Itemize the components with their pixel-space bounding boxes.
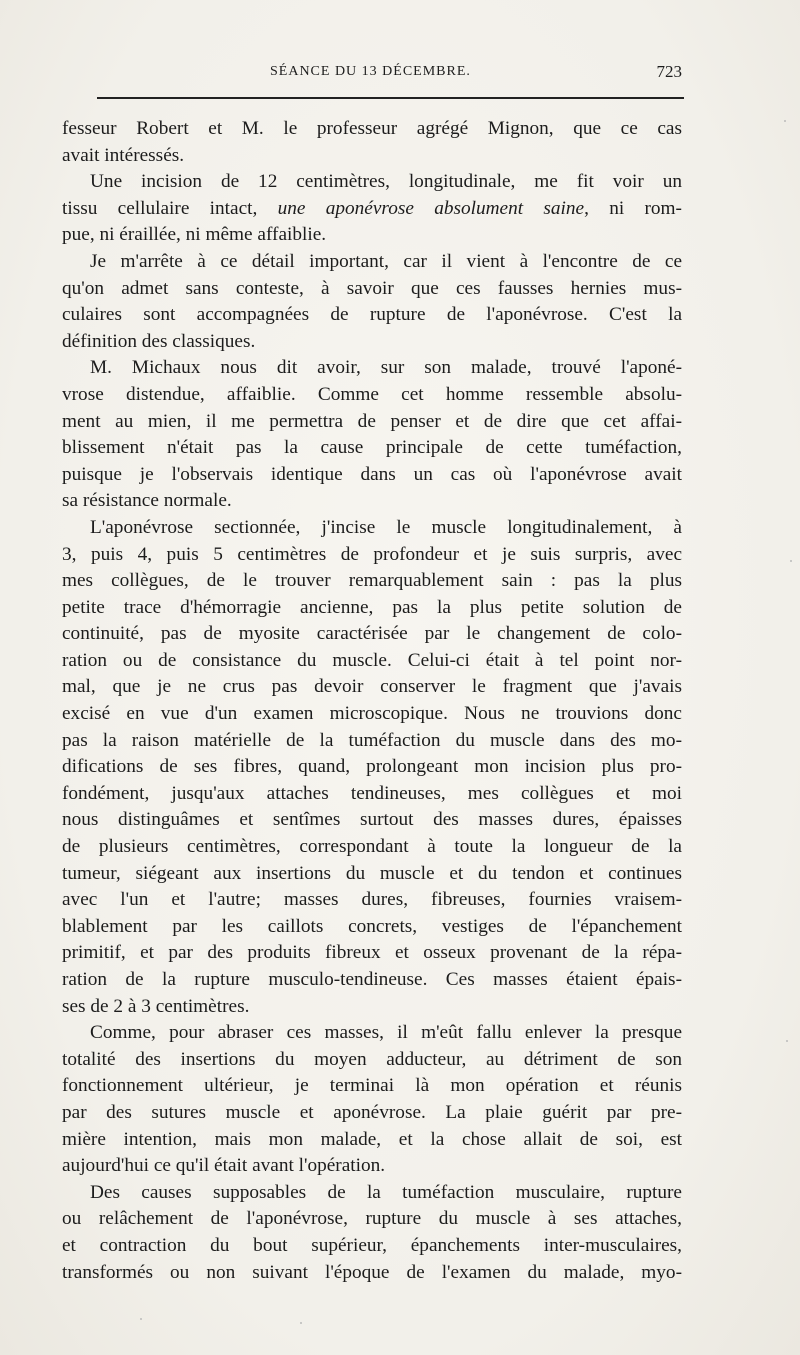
text-line: ration de la rupture musculo-tendineuse. Ces masses étaient épais- bbox=[62, 969, 682, 990]
text-line: avait intéressés. bbox=[62, 144, 185, 166]
text-line: excisé en vue d'un examen microscopique. Nous ne trouvions donc bbox=[62, 703, 682, 725]
page-header bbox=[92, 60, 682, 90]
paper-speck bbox=[300, 1322, 302, 1324]
text-line: ses de 2 à 3 centimètres. bbox=[62, 995, 250, 1017]
text-line: pue, ni éraillée, ni même affaiblie. bbox=[62, 224, 327, 246]
text-line: fondément, jusqu'aux attaches tendineuses, mes collègues et moi bbox=[62, 782, 682, 804]
text-line: continuité, pas de myosite caractérisée par le changement de colo- bbox=[62, 623, 682, 645]
page-number: 723 bbox=[656, 62, 682, 81]
header-rule bbox=[97, 97, 684, 99]
text-line: nous distinguâmes et sentîmes surtout des masses dures, épaisses bbox=[62, 809, 682, 831]
text-line: définition des classiques. bbox=[62, 330, 256, 352]
text-line: vrose distendue, affaiblie. Comme cet homme ressemble absolu- bbox=[62, 383, 682, 405]
text-line: par des sutures muscle et aponévrose. La plaie guérit par pre- bbox=[62, 1101, 682, 1123]
text-line: de plusieurs centimètres, correspondant à toute la longueur de la bbox=[62, 836, 682, 858]
body-text bbox=[62, 116, 682, 1286]
text-line: Comme, pour abraser ces masses, il m'eût fallu enlever la presque bbox=[90, 1022, 682, 1044]
text-line: Je m'arrête à ce détail important, car il vient à l'encontre de ce bbox=[90, 250, 682, 272]
text-line: blablement par les caillots concrets, vestiges de l'épanchement bbox=[62, 915, 682, 937]
text-line: et contraction du bout supérieur, épanchements inter-musculaires, bbox=[62, 1234, 682, 1256]
text-line: fonctionnement ultérieur, je terminai là mon opération et réunis bbox=[62, 1075, 682, 1097]
text-line: fesseur Robert et M. le professeur agrégé Mignon, que ce cas bbox=[62, 118, 682, 139]
text-line: M. Michaux nous dit avoir, sur son malade, trouvé l'aponé- bbox=[90, 357, 682, 379]
text-line: Une incision de 12 centimètres, longitudinale, me fit voir un bbox=[90, 171, 682, 193]
text-line: totalité des insertions du moyen adducteur, au détriment de son bbox=[62, 1048, 682, 1070]
text-line: mes collègues, de le trouver remarquablement sain : pas la plus bbox=[62, 570, 682, 592]
text-line: pas la raison matérielle de la tuméfaction du muscle dans des mo- bbox=[62, 729, 682, 751]
text-line: aujourd'hui ce qu'il était avant l'opération. bbox=[62, 1155, 386, 1177]
text-line: Des causes supposables de la tuméfaction musculaire, rupture bbox=[90, 1181, 682, 1203]
text-line bbox=[62, 196, 682, 223]
text-line: petite trace d'hémorragie ancienne, pas la plus petite solution de bbox=[62, 596, 682, 618]
text-line: blissement n'était pas la cause principale de cette tuméfaction, bbox=[62, 437, 682, 459]
text-line: puisque je l'observais identique dans un cas où l'aponévrose avait bbox=[62, 463, 682, 485]
text-line: sa résistance normale. bbox=[62, 490, 232, 512]
text-line: primitif, et par des produits fibreux et osseux provenant de la répa- bbox=[62, 942, 682, 964]
text-line: mal, que je ne crus pas devoir conserver le fragment que j'avais bbox=[62, 676, 682, 698]
text-line: difications de ses fibres, quand, prolongeant mon incision plus pro- bbox=[62, 756, 682, 778]
text-line: mière intention, mais mon malade, et la chose allait de soi, est bbox=[62, 1128, 682, 1150]
text-line: ou relâchement de l'aponévrose, rupture du muscle à ses attaches, bbox=[62, 1208, 682, 1230]
italic-phrase: une aponévrose absolument saine bbox=[277, 197, 585, 219]
paper-speck bbox=[786, 1040, 788, 1042]
paper-speck bbox=[784, 120, 786, 122]
text-line: L'aponévrose sectionnée, j'incise le muscle longitudinalement, à bbox=[90, 516, 682, 538]
text-line: tumeur, siégeant aux insertions du muscle et du tendon et continues bbox=[62, 862, 682, 884]
text-segment: tissu cellulaire intact, bbox=[62, 197, 278, 219]
text-line: culaires sont accompagnées de rupture de l'aponévrose. C'est la bbox=[62, 304, 682, 326]
text-line: avec l'un et l'autre; masses dures, fibreuses, fournies vraisem- bbox=[62, 889, 682, 911]
text-line: 3, puis 4, puis 5 centimètres de profondeur et je suis surpris, avec bbox=[62, 543, 682, 565]
text-line: transformés ou non suivant l'époque de l'examen du malade, myo- bbox=[62, 1261, 682, 1283]
text-line: qu'on admet sans conteste, à savoir que ces fausses hernies mus- bbox=[62, 277, 682, 299]
text-segment: , ni rom- bbox=[584, 197, 682, 219]
paper-speck bbox=[790, 560, 792, 562]
running-head: SÉANCE DU 13 DÉCEMBRE. bbox=[270, 64, 471, 79]
text-line: ment au mien, il me permettra de penser et de dire que cet affai- bbox=[62, 410, 682, 432]
text-line: ration ou de consistance du muscle. Celui-ci était à tel point nor- bbox=[62, 649, 682, 671]
paper-speck bbox=[140, 1318, 142, 1320]
